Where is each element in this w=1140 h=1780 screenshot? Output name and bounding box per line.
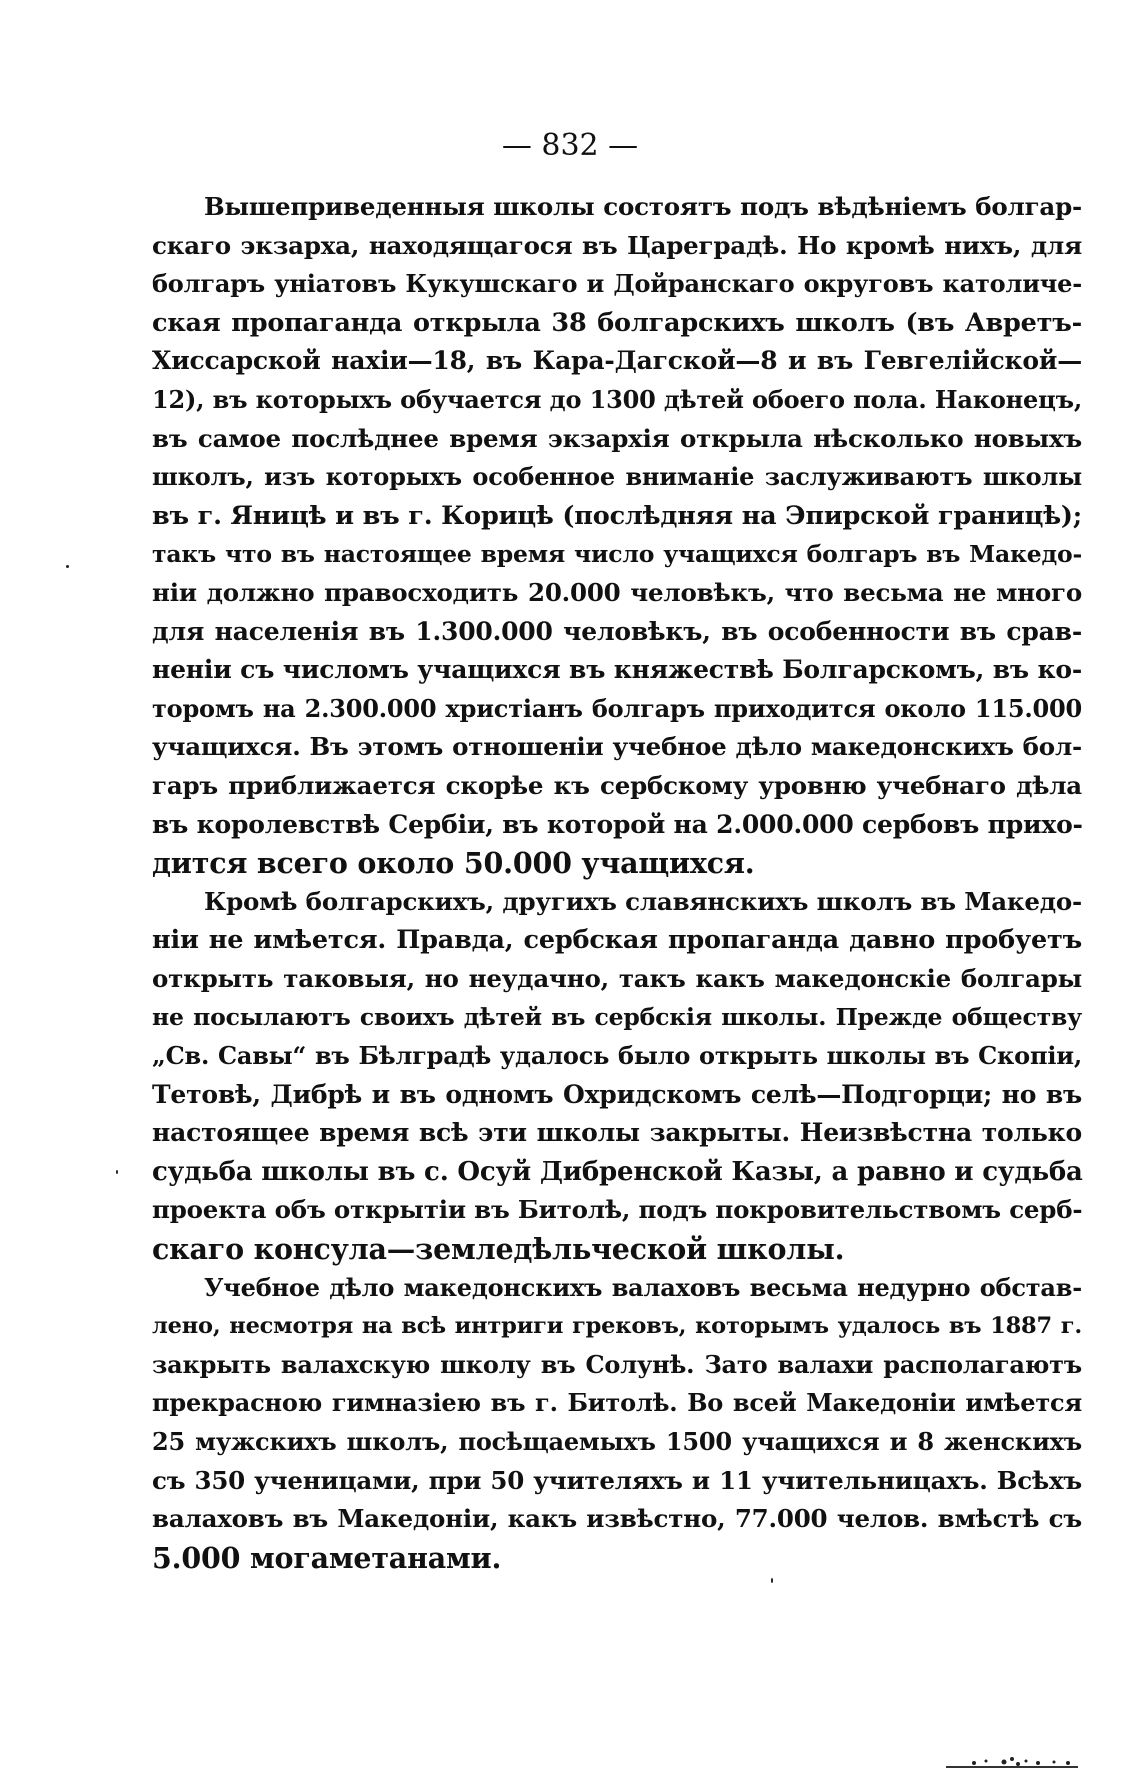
text-line: скаго консула—земледѣльческой школы. (152, 1232, 845, 1267)
text-line: лено, несмотря на всѣ интриги грековъ, которымъ удалось въ 1887 г. (152, 1313, 1082, 1340)
text-line: 5.000 могаметанами. (152, 1540, 502, 1575)
text-line: для населенія въ 1.300.000 человѣкъ, въ особенности въ срав- (152, 616, 1082, 646)
text-line: въ г. Яницѣ и въ г. Корицѣ (послѣдняя на Эпирской границѣ); (152, 500, 1082, 531)
scan-speck (66, 565, 69, 568)
text-line: 12), въ которыхъ обучается до 1300 дѣтей обоего пола. Наконецъ, (152, 384, 1082, 414)
text-line: закрыть валахскую школу въ Солунѣ. Зато валахи располагаютъ (152, 1349, 1082, 1379)
text-line: Хиссарской нахіи—18, въ Кара-Дагской—8 и въ Гевгелійской— (152, 346, 1082, 376)
text-line: Кромѣ болгарскихъ, другихъ славянскихъ школъ въ Македо- (204, 886, 1082, 916)
text-line: открыть таковыя, но неудачно, такъ какъ македонскіе болгары (152, 963, 1082, 993)
text-line: торомъ на 2.300.000 христіанъ болгаръ приходится около 115.000 (152, 693, 1082, 723)
text-line: не посылаютъ своихъ дѣтей въ сербскія школы. Прежде обществу (152, 1003, 1082, 1032)
text-line: болгаръ уніатовъ Кукушскаго и Дойранскаго округовъ католиче- (152, 269, 1082, 299)
text-line: дится всего около 50.000 учащихся. (152, 846, 755, 881)
paragraph-3 (152, 1269, 1082, 1578)
text-line: неніи съ числомъ учащихся въ княжествѣ Болгарскомъ, въ ко- (152, 655, 1082, 685)
text-line: Учебное дѣло македонскихъ валаховъ весьма недурно обстав- (204, 1272, 1082, 1302)
text-line: ская пропаганда открыла 38 болгарскихъ школъ (въ Авретъ- (152, 307, 1082, 338)
text-body (152, 188, 1082, 1577)
text-line: въ самое послѣднее время экзархія открыла нѣсколько новыхъ (152, 423, 1082, 453)
text-line: судьба школы въ с. Осуй Дибренской Казы, а равно и судьба (152, 1156, 1083, 1187)
scan-speck (116, 1170, 118, 1174)
text-line: такъ что въ настоящее время число учащихся болгаръ въ Македо- (152, 540, 1082, 569)
text-line: въ королевствѣ Сербіи, въ которой на 2.000.000 сербовъ прихо- (152, 809, 1083, 839)
text-line: учащихся. Въ этомъ отношеніи учебное дѣло македонскихъ бол- (152, 732, 1082, 762)
paragraph-1 (152, 188, 1082, 883)
text-line: гаръ приближается скорѣе къ сербскому уровню учебнаго дѣла (152, 770, 1082, 800)
text-line: ніи должно правосходить 20.000 человѣкъ, что весьма не много (152, 577, 1082, 607)
text-line: школъ, изъ которыхъ особенное вниманіе заслуживаютъ школы (152, 462, 1082, 492)
text-line: проекта объ открытіи въ Битолѣ, подъ покровительствомъ серб- (152, 1195, 1083, 1225)
text-line: Вышеприведенныя школы состоятъ подъ вѣдѣніемъ болгар- (204, 192, 1082, 221)
text-line: съ 350 ученицами, при 50 учителяхъ и 11 учительницахъ. Всѣхъ (152, 1465, 1082, 1495)
paragraph-2 (152, 883, 1082, 1269)
scan-speck (771, 1578, 773, 1583)
page-number: — 832 — (501, 128, 639, 163)
text-line: скаго экзарха, находящагося въ Цареградѣ. Но кромѣ нихъ, для (152, 230, 1082, 260)
text-line: настоящее время всѣ эти школы закрыты. Неизвѣстна только (152, 1118, 1082, 1148)
text-line: валаховъ въ Македоніи, какъ извѣстно, 77.000 челов. вмѣстѣ съ (152, 1504, 1082, 1534)
text-line: ніи не имѣется. Правда, сербская пропаганда давно пробуетъ (152, 925, 1082, 956)
text-line: „Св. Савы“ въ Бѣлградѣ удалось было открыть школы въ Скопіи, (152, 1041, 1082, 1071)
text-line: прекрасною гимназіею въ г. Битолѣ. Во всей Македоніи имѣется (152, 1388, 1082, 1418)
text-line: 25 мужскихъ школъ, посѣщаемыхъ 1500 учащихся и 8 женскихъ (152, 1427, 1082, 1456)
scan-smudge (946, 1756, 1078, 1770)
text-line: Тетовѣ, Дибрѣ и въ одномъ Охридскомъ селѣ—Подгорци; но въ (152, 1079, 1082, 1109)
